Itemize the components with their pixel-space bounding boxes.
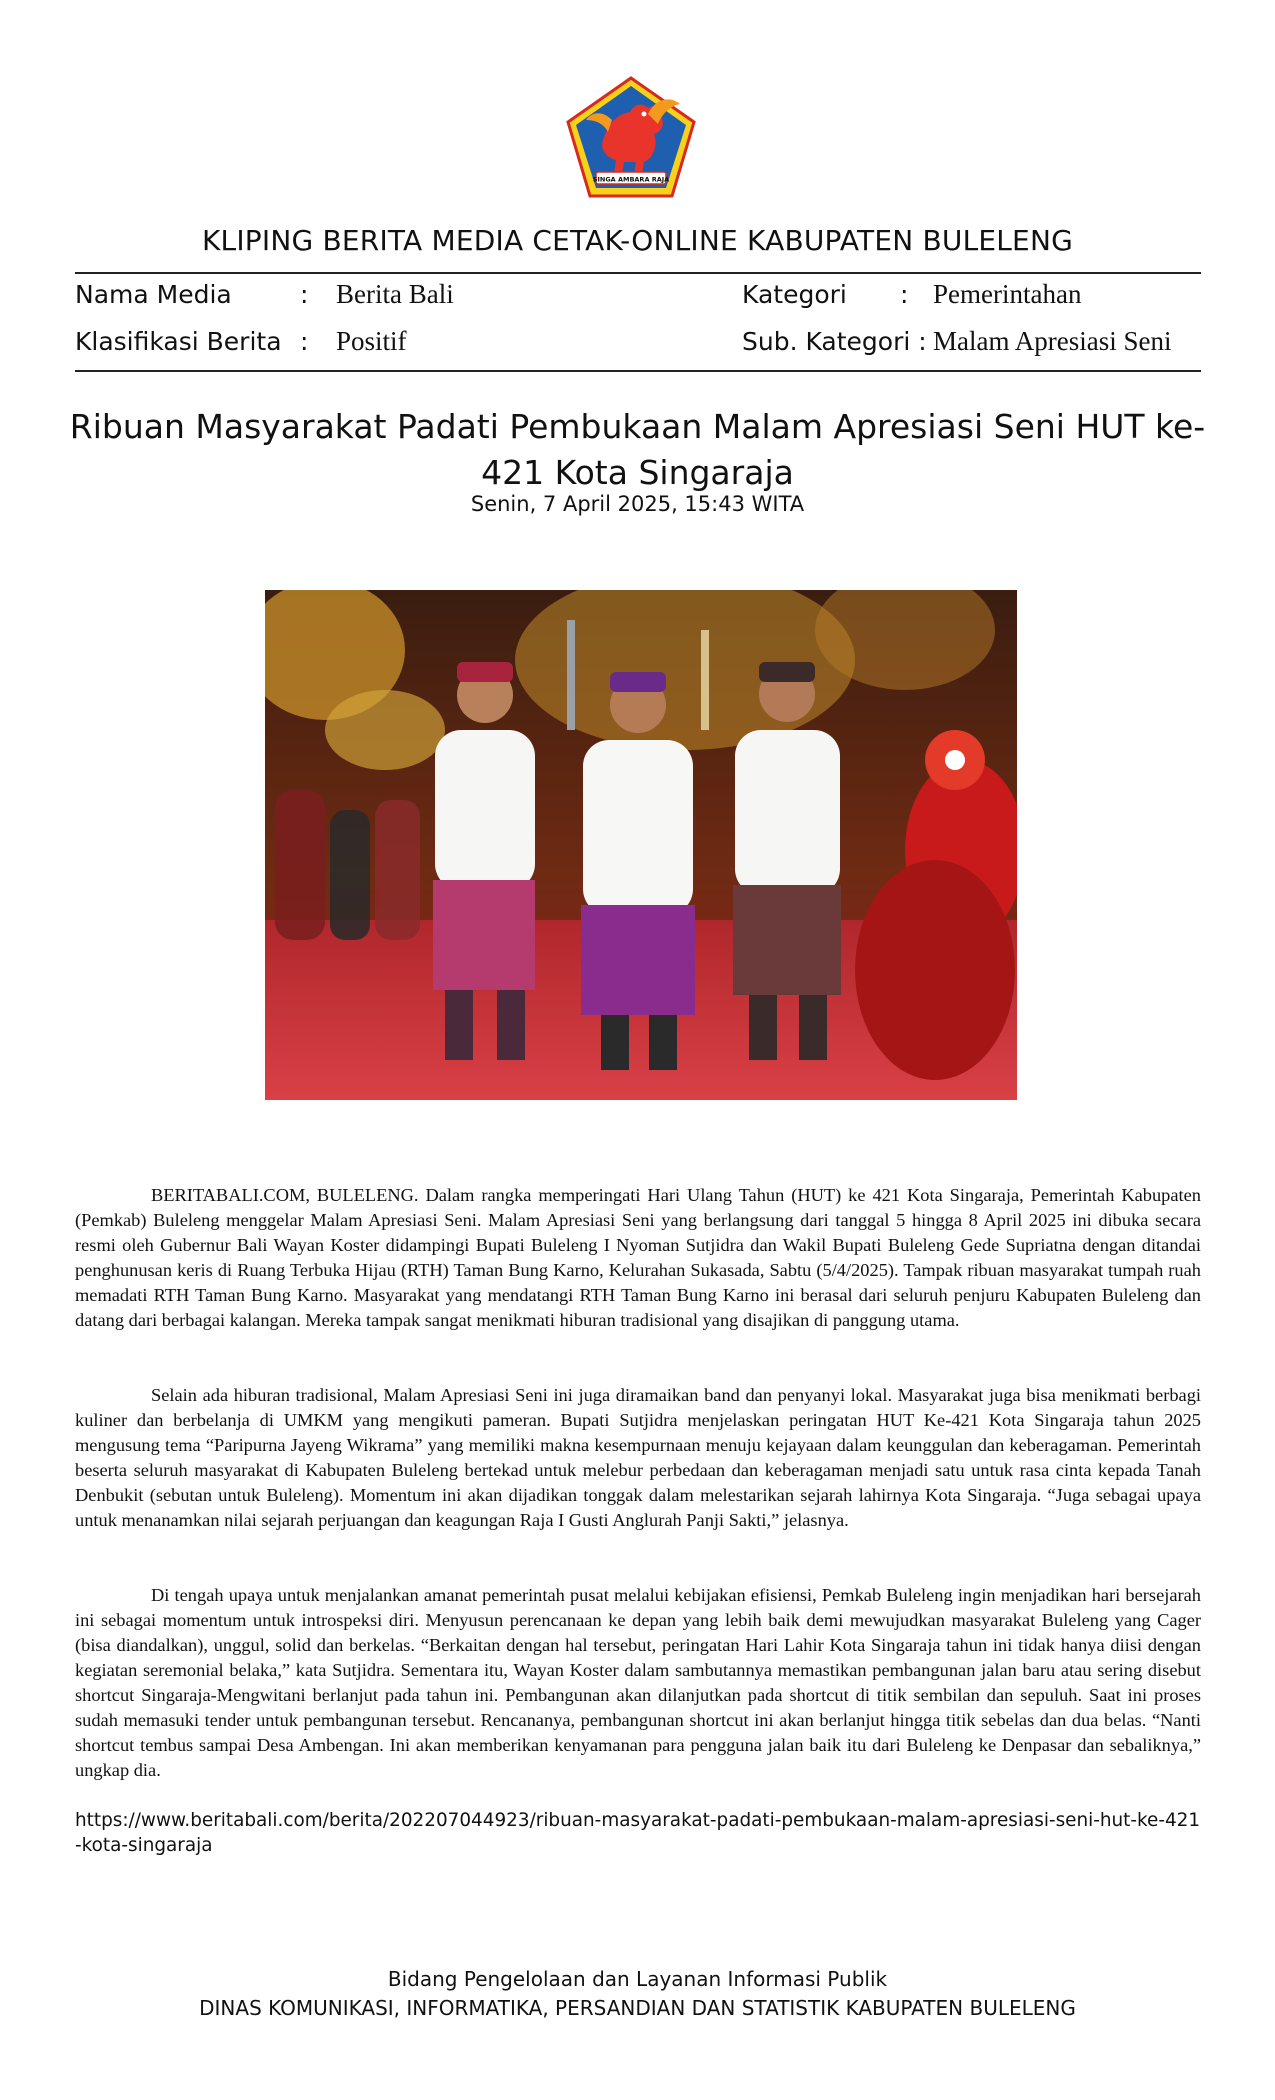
subkategori-label: Sub. Kategori :: [742, 327, 927, 356]
article-paragraph: Di tengah upaya untuk menjalankan amanat pemerintah pusat melalui kebijakan efisiensi, Pemkab Buleleng ingin menjadikan hari bersejarah ini sebagai momentum untuk introspeksi diri. Menyusun perencanaan ke depan yang lebih baik demi mewujudkan masyarakat Buleleng yang Cager (bisa diandalkan), unggul, solid dan berkelas. “Berkaitan dengan hal tersebut, peringatan Hari Lahir Kota Singaraja tahun ini tidak hanya diisi dengan kegiatan seremonial belaka,” kata Sutjidra. Sementara itu, Wayan Koster dalam sambutannya memastikan pembangunan jalan baru atau sering disebut shortcut Singaraja-Mengwitani berlanjut pada tahun ini. Pembangunan akan dilanjutkan pada shortcut di titik sembilan dan sepuluh. Saat ini proses sudah memasuki tender untuk pembangunan tersebut. Rencananya, pembangunan shortcut ini akan berlanjut hingga titik sebelas dan dua belas. “Nanti shortcut tembus sampai Desa Ambengan. Ini akan memberikan kenyamanan para pengguna jalan baik itu dari Buleleng ke Denpasar dan sebaliknya,” ungkap dia.: [75, 1585, 1201, 1780]
article-date: Senin, 7 April 2025, 15:43 WITA: [470, 492, 805, 516]
article-paragraph: Selain ada hiburan tradisional, Malam Apresiasi Seni ini juga diramaikan band dan penyanyi lokal. Masyarakat juga bisa menikmati berbagi kuliner dan berbelanja di UMKM yang mengikuti pameran. Bupati Sutjidra menjelaskan peringatan HUT Ke-421 Kota Singaraja tahun 2025 mengusung tema “Paripurna Jayeng Wikrama” yang memiliki makna kesempurnaan menuju kejayaan dalam keunggulan dan keberagaman. Pemerintah beserta seluruh masyarakat di Kabupaten Buleleng bertekad untuk melebur perbedaan dan keberagaman menjadi satu untuk rasa cinta kepada Tanah Denbukit (sebutan untuk Buleleng). Momentum ini akan dijadikan tonggak dalam melestarikan sejarah lahirnya Kota Singaraja. “Juga sebagai upaya untuk menanamkan nilai sejarah perjuangan dan keagungan Raja I Gusti Anglurah Panji Sakti,” jelasnya.: [75, 1385, 1201, 1530]
source-link[interactable]: https://www.beritabali.com/berita/202207044923/ribuan-masyarakat-padati-pembukaan-malam-apresiasi-seni-hut-ke-421-kota-singaraja: [75, 1810, 1201, 1856]
logo-motto: SINGA AMBARA RAJA: [592, 175, 670, 184]
article-paragraph: BERITABALI.COM, BULELENG. Dalam rangka memperingati Hari Ulang Tahun (HUT) ke 421 Kota Singaraja, Pemerintah Kabupaten (Pemkab) Buleleng menggelar Malam Apresiasi Seni. Malam Apresiasi Seni yang berlangsung dari tanggal 5 hingga 8 April 2025 ini dibuka secara resmi oleh Gubernur Bali Wayan Koster didampingi Bupati Buleleng I Nyoman Sutjidra dan Wakil Bupati Buleleng Gede Supriatna dengan ditandai penghunusan keris di Ruang Terbuka Hijau (RTH) Taman Bung Karno, Kelurahan Sukasada, Sabtu (5/4/2025). Tampak ribuan masyarakat tumpah ruah memadati RTH Taman Bung Karno. Masyarakat yang mendatangi RTH Taman Bung Karno ini berasal dari seluruh penjuru Kabupaten Buleleng dan datang dari berbagai kalangan. Mereka tampak sangat menikmati hiburan tradisional yang disajikan di panggung utama.: [75, 1185, 1201, 1330]
page-title: KLIPING BERITA MEDIA CETAK-ONLINE KABUPATEN BULELENG: [201, 224, 1073, 257]
article-title: Ribuan Masyarakat Padati Pembukaan Malam Apresiasi Seni HUT ke-421 Kota Singaraja: [69, 407, 1206, 492]
buleleng-regency-logo: [562, 74, 700, 200]
subkategori-value: Malam Apresiasi Seni: [933, 326, 1172, 356]
bottom-divider: [75, 370, 1201, 372]
klasifikasi-value: Positif: [336, 326, 407, 356]
footer-agency: DINAS KOMUNIKASI, INFORMATIKA, PERSANDIAN DAN STATISTIK KABUPATEN BULELENG: [199, 1996, 1076, 2020]
kategori-label: Kategori: [742, 280, 847, 309]
footer-division: Bidang Pengelolaan dan Layanan Informasi Publik: [387, 1967, 888, 1991]
klasifikasi-separator: :: [300, 327, 309, 356]
media-label: Nama Media: [75, 280, 232, 309]
kategori-separator: :: [900, 280, 909, 309]
media-value: Berita Bali: [336, 279, 454, 309]
kategori-value: Pemerintahan: [933, 279, 1082, 309]
media-separator: :: [300, 280, 309, 309]
top-divider: [75, 272, 1201, 274]
klasifikasi-label: Klasifikasi Berita: [75, 327, 282, 356]
article-photo: [265, 590, 1017, 1100]
